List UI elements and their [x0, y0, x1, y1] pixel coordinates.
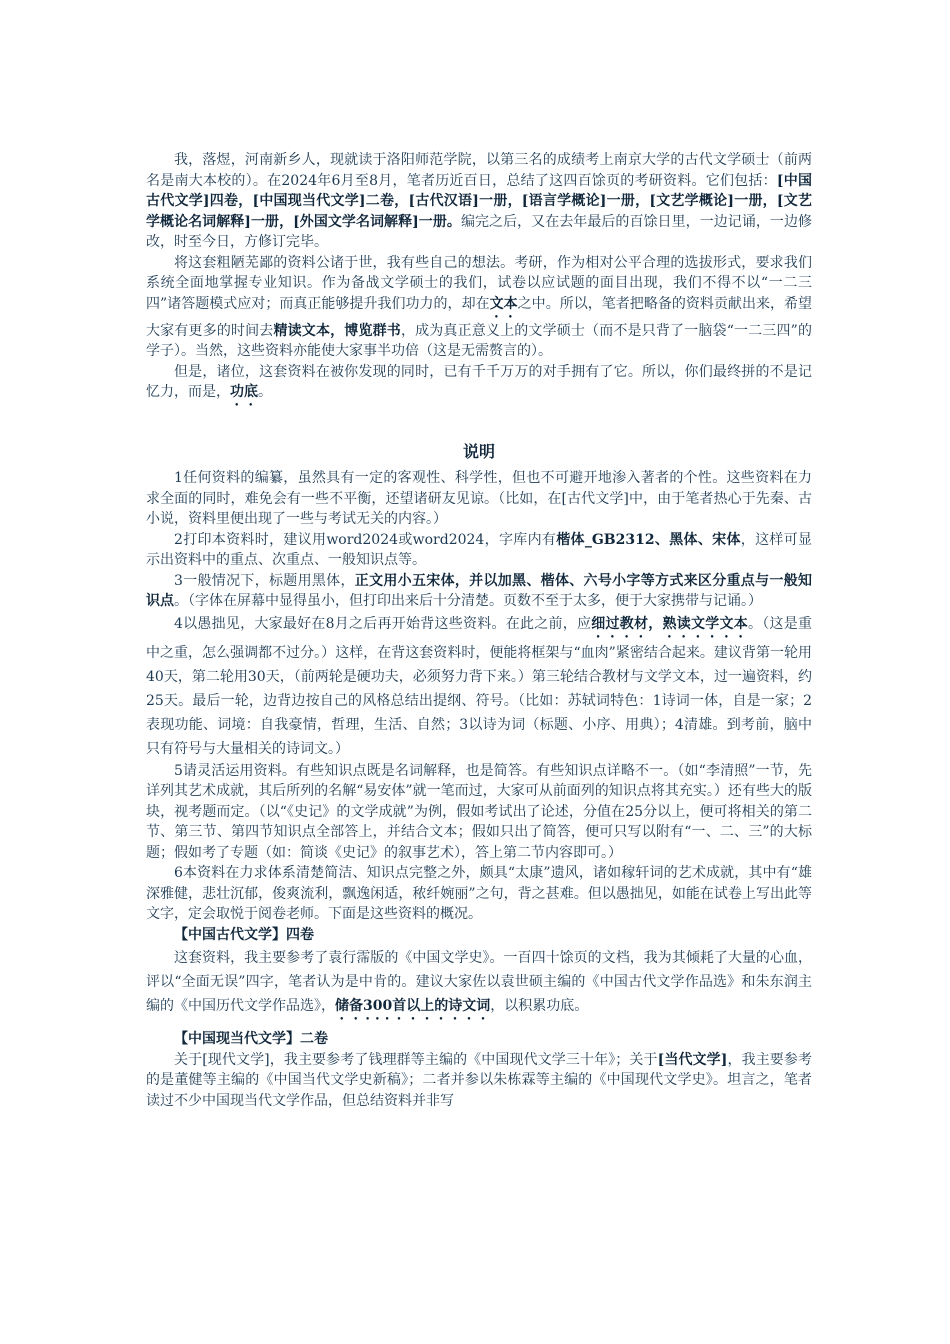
- bold-text: 精读文本，博览群书: [273, 322, 401, 339]
- note-4-text-end: 。（这是重中之重，怎么强调都不过分。）这样，在背这套资料时，便能将框架与“血肉”紧密结合起来。建议背第一轮用40天，第二轮用30天，（前两轮是硬功夫，必须努力背下来。）第三轮结合教材与文学文本，过一遍资料，约25天。最后一轮，边背边按自己的风格总结出提纲、符号。（比如：苏轼词特色：1诗词一体，自是一家；2表现功能、词境：自我豪情，哲理，生活、自然；3以诗为词（标题、小序、用典）；4清雄。到考前，脑中只有符号与大量相关的诗词文。）: [146, 615, 812, 757]
- document-page: [146, 150, 812, 1111]
- note-3-text-end: 。（字体在屏幕中显得虽小，但打印出来后十分清楚。页数不至于太多，便于大家携带与记诵。）: [174, 593, 762, 609]
- note-2-text-end: ，这样可显示出资料中的重点、次重点、一般知识点等。: [146, 531, 813, 568]
- section-2-text-end: ，我主要参考的是董健等主编的《中国当代文学史新稿》；二者并参以朱栋霖等主编的《中国现代文学史》。坦言之，笔者读过不少中国现当代文学作品，但总结资料并非写: [146, 1051, 813, 1109]
- intro-p2-text: 将这套粗陋芜鄙的资料公诸于世，我有些自己的想法。考研，作为相对公平合理的选拔形式，要求我们系统全面地掌握专业知识。作为备战文学硕士的我们，试卷以应试题的面目出现，我们不得不以“一二三四”诸答题模式应对；而真正能够提升我们功力的，却在: [146, 254, 812, 312]
- note-4-text: 4以愚拙见，大家最好在8月之后再开始背这些资料。在此之前，应: [174, 615, 592, 632]
- section-1-text-end: ，以积累功底。: [490, 997, 589, 1014]
- note-5: 5请灵活运用资料。有些知识点既是名词解释，也是简答。有些知识点详略不一。（如“李清照”一节，先详列其艺术成就，其后所列的名解“易安体”就一笔而过，大家可从前面列的知识点将其充实。）还有些大的版块，视考题而定。（以“《史记》的文学成就”为例，假如考试出了论述，分值在25分以上，便可将相关的第二节、第三节、第四节知识点全部答上，并结合文本；假如只出了简答，便可只写以附有“一、二、三”的大标题；假如考了专题（如：简谈《史记》的叙事艺术），答上第二节内容即可。）: [146, 762, 812, 861]
- emphasis-text: 细过教材，熟读文学文本: [591, 615, 748, 632]
- intro-paragraph-2: [146, 253, 812, 362]
- intro-p1-text-end: 编完之后，又在去年最后的百馀日里，一边记诵，一边修改，时至今日，方修订完毕。: [146, 213, 812, 250]
- emphasis-text: 文本: [489, 295, 518, 312]
- bold-text: 正文用小五宋体，并以加黑、楷体、六号小字等方式来区分重点与一般知识点: [146, 572, 812, 609]
- emphasis-text: 储备300首以上的诗文词: [335, 997, 491, 1014]
- intro-p3-text: 但是，诸位，这套资料在被你发现的同时，已有千千万万的对手拥有了它。所以，你们最终拼的不是记忆力，而是，: [146, 363, 812, 400]
- note-2-text: 2打印本资料时，建议用word2024或word2024，字库内有: [174, 531, 557, 548]
- note-1: 1任何资料的编纂，虽然具有一定的客观性、科学性，但也不可避开地渗入著者的个性。这些资料在力求全面的同时，难免会有一些不平衡，还望诸研友见谅。（比如，在[古代文学]中，由于笔者热心于先秦、古小说，资料里便出现了一些与考试无关的内容。）: [146, 470, 812, 527]
- section-2-paragraph: [146, 1050, 812, 1112]
- intro-p3-text-end: 。: [258, 384, 272, 400]
- intro-p2-text-mid: 之中。所以，笔者把略备的资料贡献出来，希望大家有更多的时间去: [146, 295, 813, 339]
- note-6: 6本资料在力求体系清楚简洁、知识点完整之外，颇具“太康”遗风，诸如稼轩词的艺术成就，其中有“雄深雅健，悲壮沉郁，俊爽流利，飘逸闲适，秾纤婉丽”之句，背之甚难。但以愚拙见，如能在试卷上写出此等文字，定会取悦于阅卷老师。下面是这些资料的概况。: [146, 865, 812, 922]
- intro-paragraph-1: [146, 150, 812, 253]
- intro-p1-text: 我，落煜，河南新乡人，现就读于洛阳师范学院，以第三名的成绩考上南京大学的古代文学硕士（前两名是南大本校的）。在2024年6月至8月，笔者历近百日，总结了这四百馀页的考研资料。它们包括：: [146, 152, 812, 189]
- bold-text: [当代文学]: [657, 1051, 728, 1068]
- intro-p1-bold-list: [中国古代文学]四卷，[中国现当代文学]二卷，[古代汉语]一册，[语言学概论]一册，[文艺学概论]一册，[文艺学概论名词解释]一册，[外国文学名词解释]一册。: [146, 172, 812, 230]
- emphasis-text: 功底: [230, 384, 258, 400]
- intro-paragraph-3: [146, 362, 812, 410]
- subsection-title: 【中国现当代文学】二卷: [174, 1030, 328, 1047]
- note-3-text: 3一般情况下，标题用黑体，: [174, 572, 355, 589]
- section-heading: 说明: [462, 442, 495, 461]
- note-3: [146, 571, 812, 612]
- subsection-title: 【中国古代文学】四卷: [174, 926, 314, 943]
- section-2-text: 关于[现代文学]，我主要参考了钱理群等主编的《中国现代文学三十年》；关于: [174, 1051, 658, 1068]
- note-2: [146, 530, 812, 571]
- bold-text: 楷体_GB2312、黑体、宋体: [556, 531, 741, 548]
- note-4: [146, 612, 812, 761]
- intro-p2-text-end: ，成为真正意义上的文学硕士（而不是只背了一脑袋“一二三四”的学子）。当然，这些资料亦能使大家事半功倍（这是无需赘言的）。: [146, 322, 812, 359]
- section-1-paragraph: [146, 946, 812, 1023]
- section-1-text: 这套资料，我主要参考了袁行霈版的《中国文学史》。一百四十馀页的文档，我为其倾耗了大量的心血，评以“全面无误”四字，笔者认为是中肯的。建议大家佐以袁世硕主编的《中国古代文学作品选》和朱东润主编的《中国历代文学作品选》，: [146, 949, 812, 1014]
